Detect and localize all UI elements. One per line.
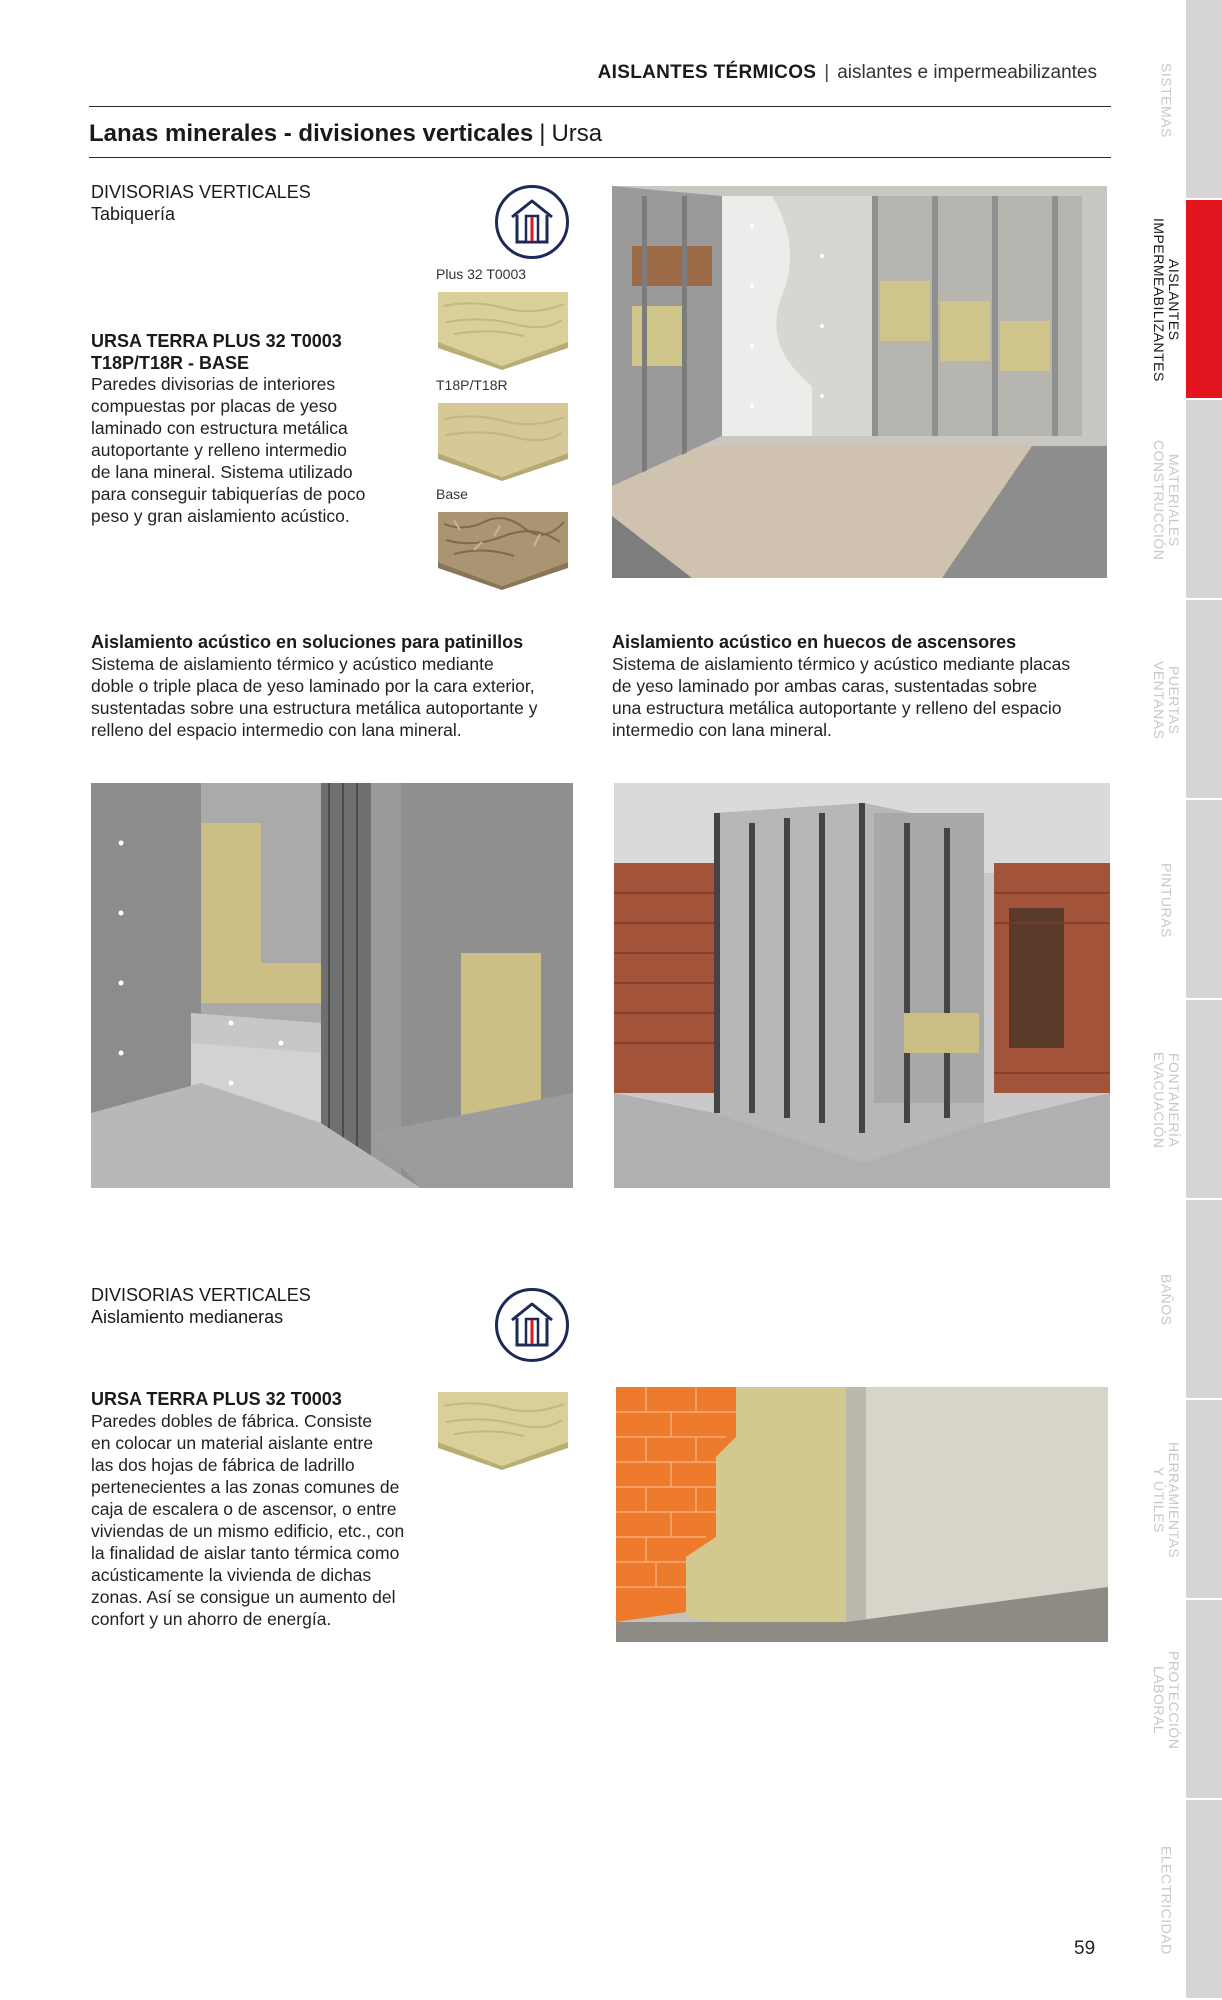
partition-house-icon [494, 184, 570, 260]
page-number: 59 [1074, 1938, 1096, 1959]
product-title-line2: T18P/T18R - BASE [91, 353, 250, 373]
swatch-label-plus32: Plus 32 T0003 [436, 266, 527, 282]
swatch-plus32 [434, 286, 572, 370]
section2-heading [91, 1284, 311, 1328]
sidebar-label-banos[interactable]: BAÑOS [1158, 1274, 1175, 1326]
party-wall-illustration [616, 1387, 1108, 1642]
rail-tab-proteccion[interactable] [1186, 1600, 1222, 1800]
section1-heading [91, 181, 311, 225]
partition-wall-illustration [612, 186, 1107, 578]
sidebar-label-proteccion[interactable]: PROTECCIÓN LABORAL [1151, 1650, 1182, 1750]
patinillos-title: Aislamiento acústico en soluciones para patinillos [91, 632, 524, 652]
sidebar-label-herramientas[interactable]: HERRAMIENTAS Y ÚTILES [1151, 1441, 1182, 1559]
sidebar-label-puertas[interactable]: PUERTAS VENTANAS [1151, 660, 1182, 740]
ascensores-description: Sistema de aislamiento térmico y acústico mediante placas de yeso laminado por ambas caras, sustentadas sobre una estructura metálica autoportante y relleno del espacio intermedio con lana mineral. [612, 654, 1071, 740]
sidebar-label-sistemas[interactable]: SISTEMAS [1158, 62, 1175, 138]
rail-tab-aislantes[interactable] [1186, 200, 1222, 400]
section-index-rail [1186, 0, 1222, 2000]
section1-product-title [91, 330, 342, 374]
page-title-brand: Ursa [551, 120, 603, 147]
rail-tab-pinturas[interactable] [1186, 800, 1222, 1000]
swatch-label-base: Base [436, 486, 468, 502]
ascensores-title: Aislamiento acústico en huecos de ascensores [612, 632, 1017, 652]
section2-title: DIVISORIAS VERTICALES [91, 1285, 311, 1305]
sidebar-label-fontaneria[interactable]: FONTANERÍA EVACUACIÓN [1151, 1051, 1182, 1149]
section2-subtitle: Aislamiento medianeras [91, 1307, 284, 1327]
rail-tab-fontaneria[interactable] [1186, 1000, 1222, 1200]
party-wall-house-icon [494, 1287, 570, 1363]
swatch-plus32-section2 [434, 1386, 572, 1470]
sidebar-label-aislantes[interactable]: AISLANTES IMPERMEABILIZANTES [1151, 218, 1182, 382]
rail-tab-puertas[interactable] [1186, 600, 1222, 800]
sidebar-label-materiales[interactable]: MATERIALES CONSTRUCCIÓN [1151, 439, 1182, 561]
section2-product-title: URSA TERRA PLUS 32 T0003 [91, 1389, 342, 1409]
rail-tab-sistemas[interactable] [1186, 0, 1222, 200]
section2-description: Paredes dobles de fábrica. Consiste en colocar un material aislante entre las dos hojas de fábrica de ladrillo pertenecientes a las zonas comunes de caja de escalera o de ascensor, o entre viviendas de un mismo edificio, etc., con la finalidad de aislar tanto térmica como acústicamente la vivienda de dichas zonas. Así se consigue un aumento del confort y un ahorro de energía. [91, 1411, 405, 1629]
section1-subtitle: Tabiquería [91, 204, 176, 224]
swatch-t18 [434, 397, 572, 481]
page-title [89, 120, 602, 148]
rail-tab-materiales[interactable] [1186, 400, 1222, 600]
title-separator: | [539, 120, 546, 147]
rail-tab-herramientas[interactable] [1186, 1400, 1222, 1600]
swatch-label-t18: T18P/T18R [436, 377, 508, 393]
rail-tab-electricidad[interactable] [1186, 1800, 1222, 2000]
section1-description: Paredes divisorias de interiores compuestas por placas de yeso laminado con estructura metálica autoportante y relleno intermedio de lana mineral. Sistema utilizado para conseguir tabiquerías de poco peso y gran aislamiento acústico. [91, 374, 366, 526]
elevator-shaft-illustration [614, 783, 1110, 1188]
section1-title: DIVISORIAS VERTICALES [91, 182, 311, 202]
header-subcategory: aislantes e impermeabilizantes [837, 62, 1097, 83]
header-category-line [598, 62, 1097, 84]
swatch-base [434, 506, 572, 590]
sidebar-label-electricidad[interactable]: ELECTRICIDAD [1158, 1845, 1175, 1955]
header-rule-top [89, 106, 1111, 107]
page-title-text: Lanas minerales - divisiones verticales [89, 120, 534, 147]
product-title-line1: URSA TERRA PLUS 32 T0003 [91, 331, 342, 351]
sidebar-label-pinturas[interactable]: PINTURAS [1158, 862, 1175, 938]
rail-tab-banos[interactable] [1186, 1200, 1222, 1400]
header-category: AISLANTES TÉRMICOS [597, 62, 817, 83]
patinillos-description: Sistema de aislamiento térmico y acústico mediante doble o triple placa de yeso laminado por la cara exterior, sustentadas sobre una estructura metálica autoportante y relleno del espacio intermedio con lana mineral. [91, 654, 538, 740]
header-rule-bottom [89, 157, 1111, 158]
shaft-insulation-illustration [91, 783, 573, 1188]
header-separator: | [824, 62, 830, 83]
